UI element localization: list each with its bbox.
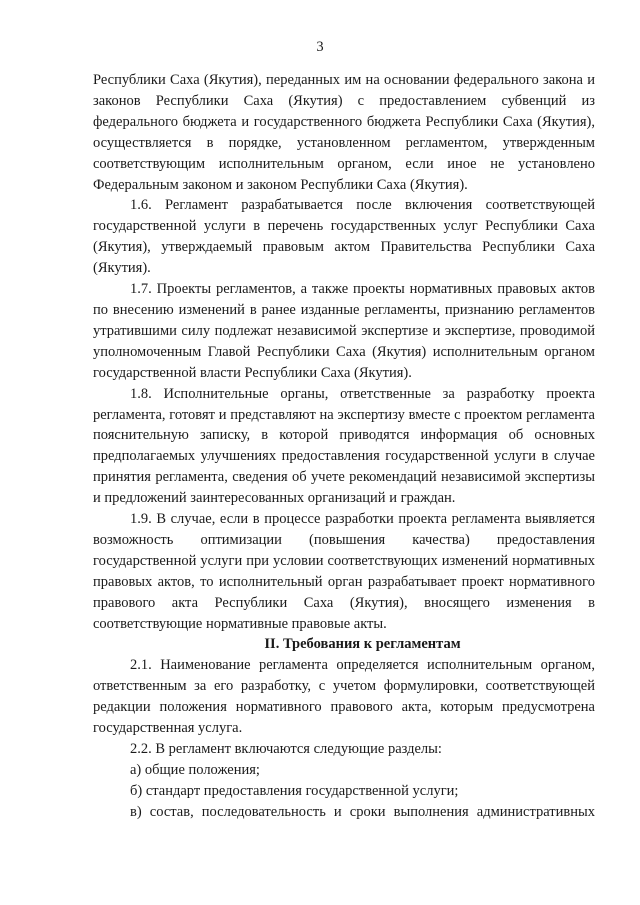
paragraph-2-1: 2.1. Наименование регламента определяется исполнительным органом, ответственным за его разработку, с учетом формулировки, соответствующей редакции положения нормативного правового акта, которым предусмотрена государственная услуга. [93, 657, 595, 737]
page-number: 3 [316, 39, 324, 55]
list-item-a: а) общие положения; [130, 761, 260, 778]
paragraph-1-8: 1.8. Исполнительные органы, ответственные за разработку проекта регламента, готовят и представляют на экспертизу вместе с проектом регламента пояснительную записку, в которой приводятся информация об основных предполагаемых улучшениях предоставления государственной услуги в случае принятия регламента, сведения об учете рекомендаций независимой экспертизы и предложений заинтересованных организаций и граждан. [93, 385, 595, 507]
list-item-b: б) стандарт предоставления государственной услуги; [130, 782, 459, 799]
document-body [93, 70, 595, 823]
paragraph-2-2: 2.2. В регламент включаются следующие разделы: [130, 741, 442, 757]
paragraph-1-9: 1.9. В случае, если в процессе разработки проекта регламента выявляется возможность оптимизации (повышения качества) предоставления государственной услуги при условии соответствующих изменений нормативных правовых актов, то исполнительный орган разрабатывает проект нормативного правового акта Республики Саха (Якутия), вносящего изменения в соответствующие нормативные правовые акты. [93, 511, 595, 632]
paragraph-continuation: Республики Саха (Якутия), переданных им на основании федерального закона и законов Республики Саха (Якутия) с предоставлением субвенций из федерального бюджета и государственного бюджета Республики Саха (Якутия), осуществляется в порядке, установленном регламентом, утвержденным соответствующим исполнительным органом, если иное не установлено Федеральным законом и законом Республики Саха (Якутия). [93, 72, 595, 193]
paragraph-1-6: 1.6. Регламент разрабатывается после включения соответствующей государственной услуги в перечень государственных услуг Республики Саха (Якутия), утверждаемый правовым актом Правительства Республики Саха (Якутия). [93, 197, 595, 277]
paragraph-1-7: 1.7. Проекты регламентов, а также проекты нормативных правовых актов по внесению изменений в ранее изданные регламенты, признанию регламентов утратившими силу подлежат независимой экспертизе и экспертизе, проводимой уполномоченным Главой Республики Саха (Якутия) исполнительным органом государственной власти Республики Саха (Якутия). [93, 281, 595, 381]
list-item-v: в) состав, последовательность и сроки выполнения административных [130, 803, 595, 820]
section-title: II. Требования к регламентам [264, 636, 461, 653]
